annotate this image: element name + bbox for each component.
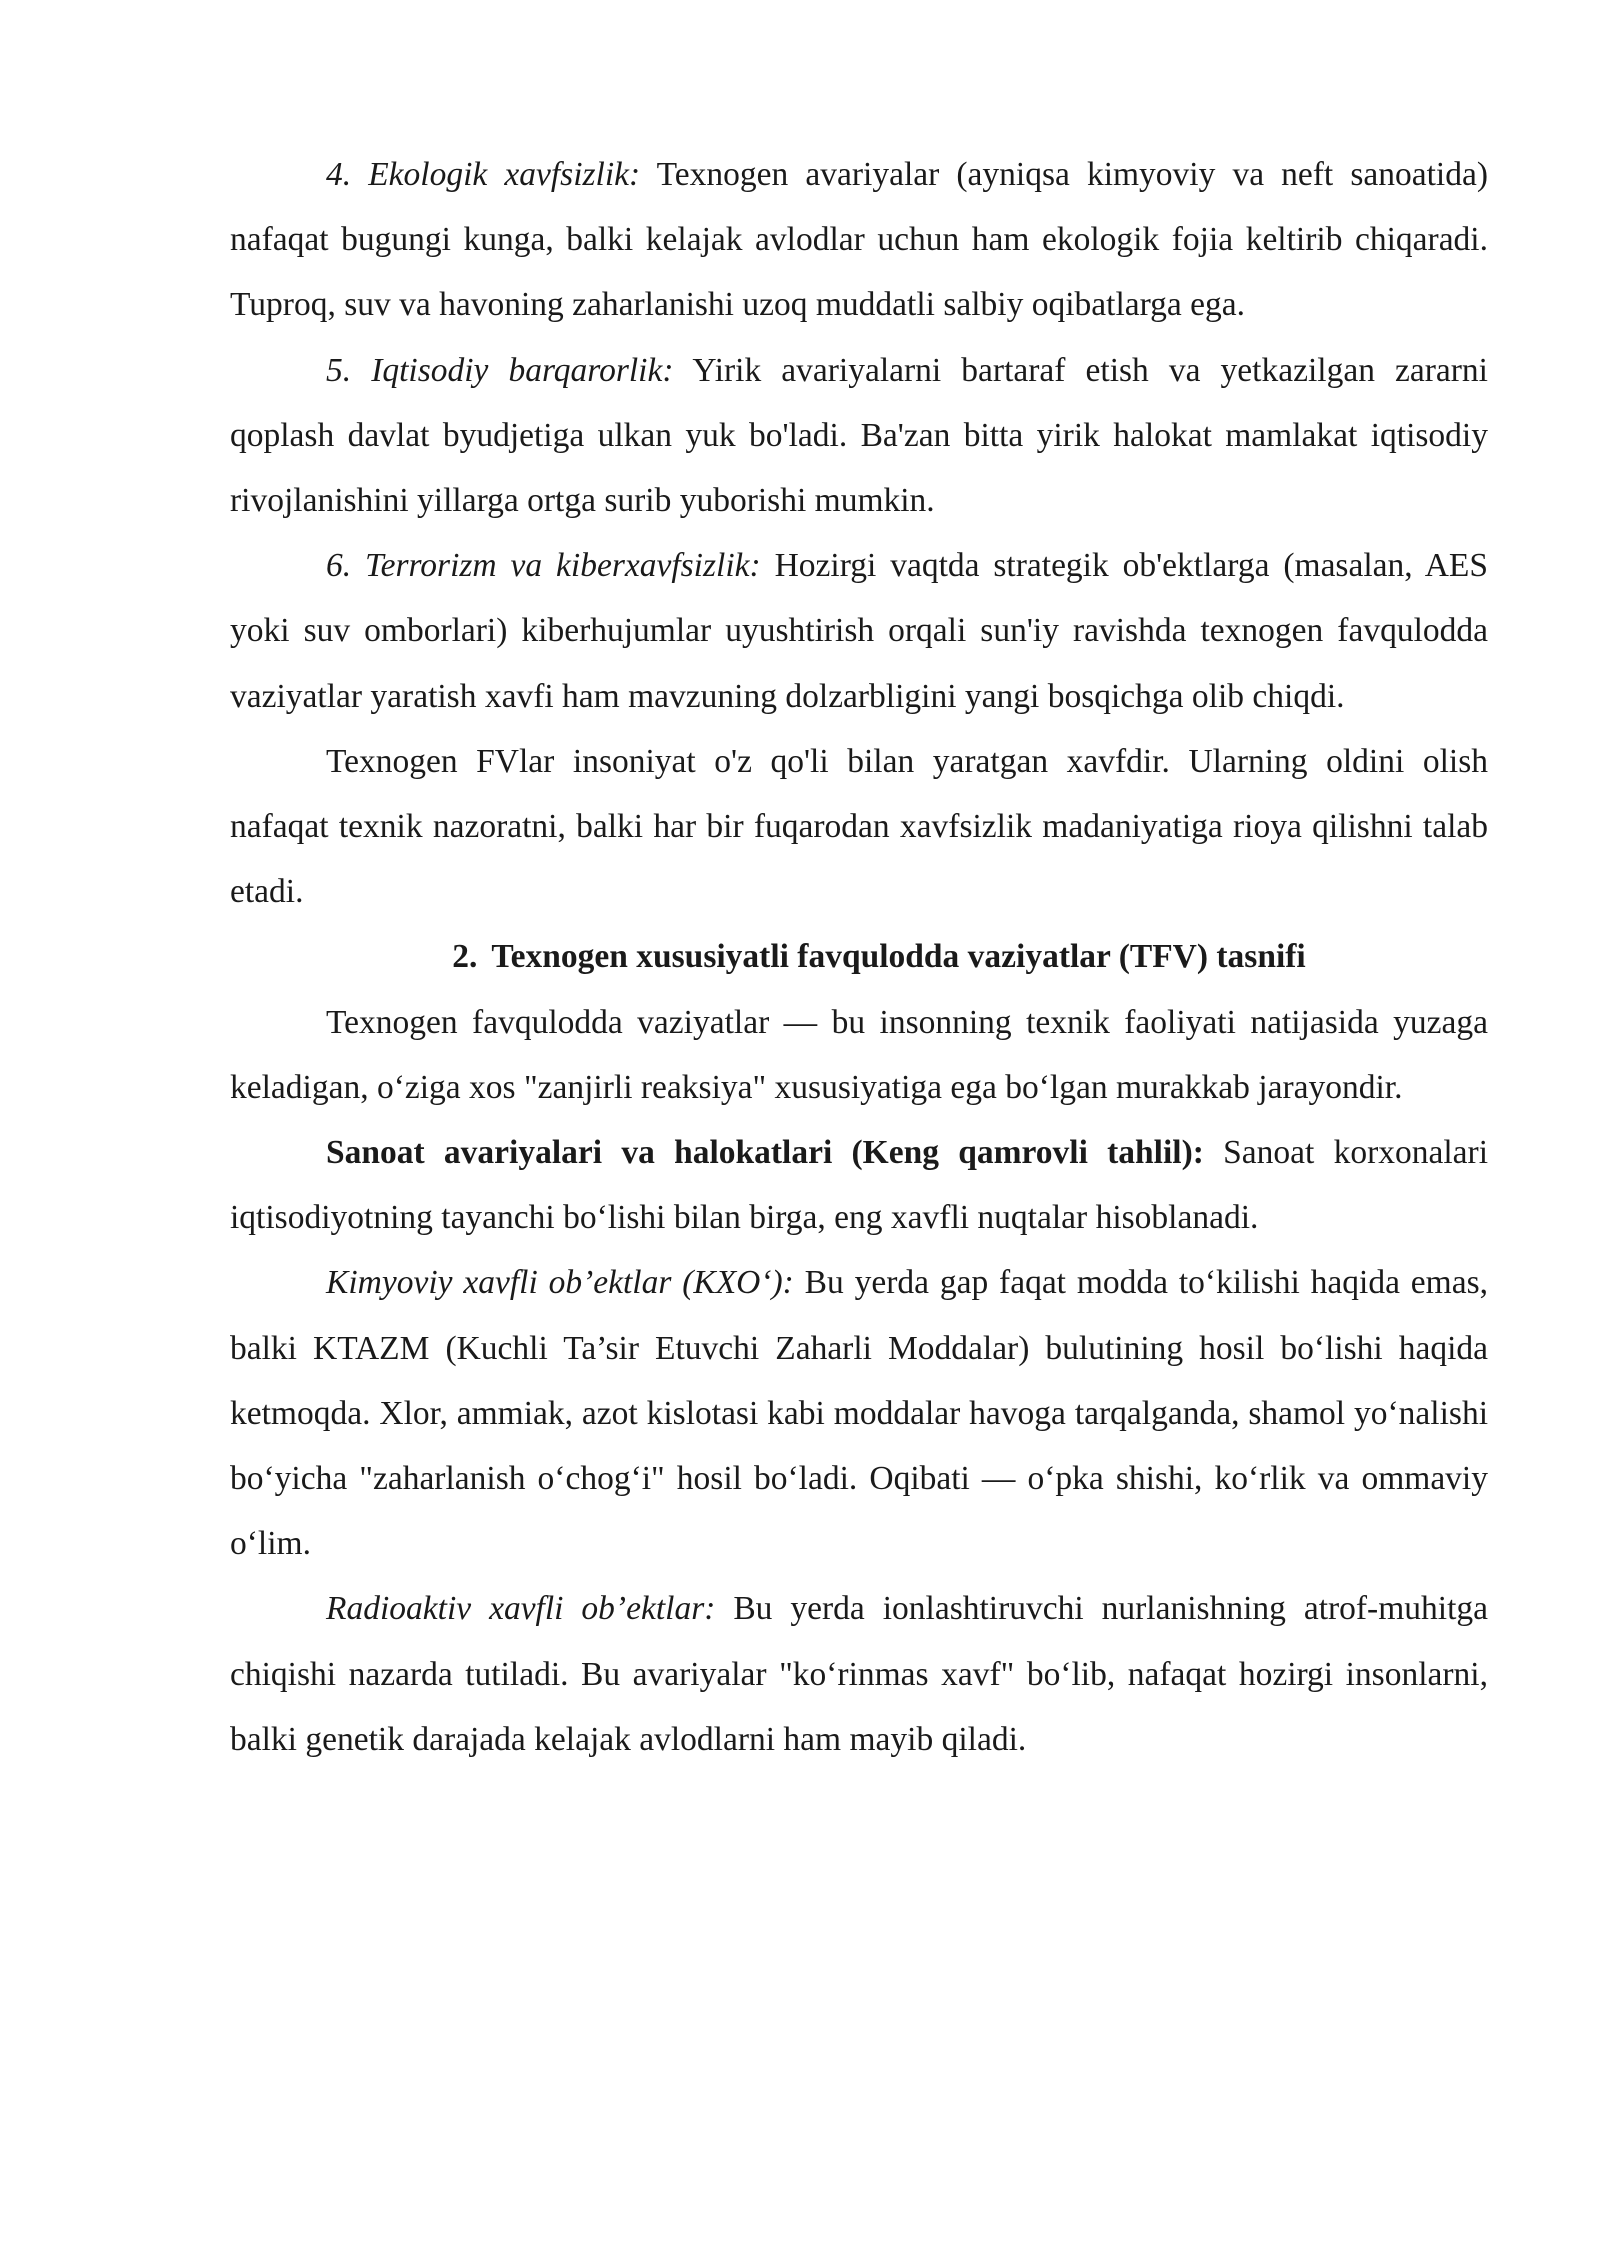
- paragraph-lead: 6. Terrorizm va kiberxavfsizlik:: [326, 547, 761, 585]
- paragraph-lead: Kimyoviy xavfli ob’ektlar (KXO‘):: [326, 1264, 794, 1302]
- paragraph-ecological-safety: [230, 142, 1488, 338]
- paragraph-bold-lead: Sanoat avariyalari va halokatlari (Keng qamrovli tahlil):: [326, 1134, 1204, 1172]
- paragraph-definition: [230, 990, 1488, 1120]
- section-title: Texnogen xususiyatli favqulodda vaziyatlar (TFV) tasnifi: [491, 938, 1306, 976]
- paragraph-industrial-accidents: [230, 1120, 1488, 1250]
- paragraph-text: Texnogen avariyalar (ayniqsa kimyoviy va neft sanoatida) nafaqat bugungi kunga, balki kelajak avlodlar uchun ham ekologik fojia keltirib chiqaradi. Tuproq, suv va havoning zaharlanishi uzoq muddatli salbiy oqibatlarga ega.: [230, 156, 1488, 324]
- paragraph-lead: 5. Iqtisodiy barqarorlik:: [326, 351, 674, 389]
- paragraph-text: Yirik avariyalarni bartaraf etish va yetkazilgan zararni qoplash davlat byudjetiga ulkan yuk bo'ladi. Ba'zan bitta yirik halokat mamlakat iqtisodiy rivojlanishini yillarga ortga surib yuborishi mumkin.: [230, 351, 1488, 520]
- paragraph-terrorism-cybersecurity: [230, 533, 1488, 729]
- paragraph-lead: Radioaktiv xavfli ob’ektlar:: [326, 1590, 716, 1628]
- paragraph-radioactive-objects: [230, 1576, 1488, 1772]
- paragraph-text: Texnogen FVlar insoniyat o'z qo'li bilan yaratgan xavfdir. Ularning oldini olish nafaqat texnik nazoratni, balki har bir fuqarodan xavfsizlik madaniyatiga rioya qilishni talab etadi.: [230, 742, 1488, 911]
- paragraph-text: Bu yerda gap faqat modda to‘kilishi haqida emas, balki KTAZM (Kuchli Ta’sir Etuvchi Zaharli Moddalar) bulutining hosil bo‘lishi haqida ketmoqda. Xlor, ammiak, azot kislotasi kabi moddalar havoga tarqalganda, shamol yo‘nalishi bo‘yicha "zaharlanish o‘chog‘i" hosil bo‘ladi. Oqibati — o‘pka shishi, ko‘rlik va ommaviy o‘lim.: [230, 1264, 1488, 1563]
- document-page: [230, 142, 1488, 1772]
- paragraph-text: Sanoat korxonalari iqtisodiyotning tayanchi bo‘lishi bilan birga, eng xavfli nuqtalar hisoblanadi.: [230, 1134, 1489, 1237]
- paragraph-text: Texnogen favqulodda vaziyatlar — bu insonning texnik faoliyati natijasida yuzaga keladigan, o‘ziga xos "zanjirli reaksiya" xususiyatiga ega bo‘lgan murakkab jarayondir.: [230, 1003, 1488, 1106]
- paragraph-text: Bu yerda ionlashtiruvchi nurlanishning atrof-muhitga chiqishi nazarda tutiladi. Bu avariyalar "ko‘rinmas xavf" bo‘lib, nafaqat hozirgi insonlarni, balki genetik darajada kelajak avlodlarni ham mayib qiladi.: [230, 1590, 1489, 1758]
- paragraph-lead: 4. Ekologik xavfsizlik:: [326, 156, 641, 193]
- section-number: 2.: [452, 938, 478, 976]
- paragraph-economic-stability: [230, 338, 1488, 534]
- paragraph-conclusion: [230, 729, 1488, 925]
- paragraph-text: Hozirgi vaqtda strategik ob'ektlarga (masalan, AES yoki suv omborlari) kiberhujumlar uyushtirish orqali sun'iy ravishda texnogen favqulodda vaziyatlar yaratish xavfi ham mavzuning dolzarbligini yangi bosqichga olib chiqdi.: [230, 547, 1488, 715]
- paragraph-chemical-objects: [230, 1250, 1488, 1576]
- section-heading: [230, 924, 1488, 989]
